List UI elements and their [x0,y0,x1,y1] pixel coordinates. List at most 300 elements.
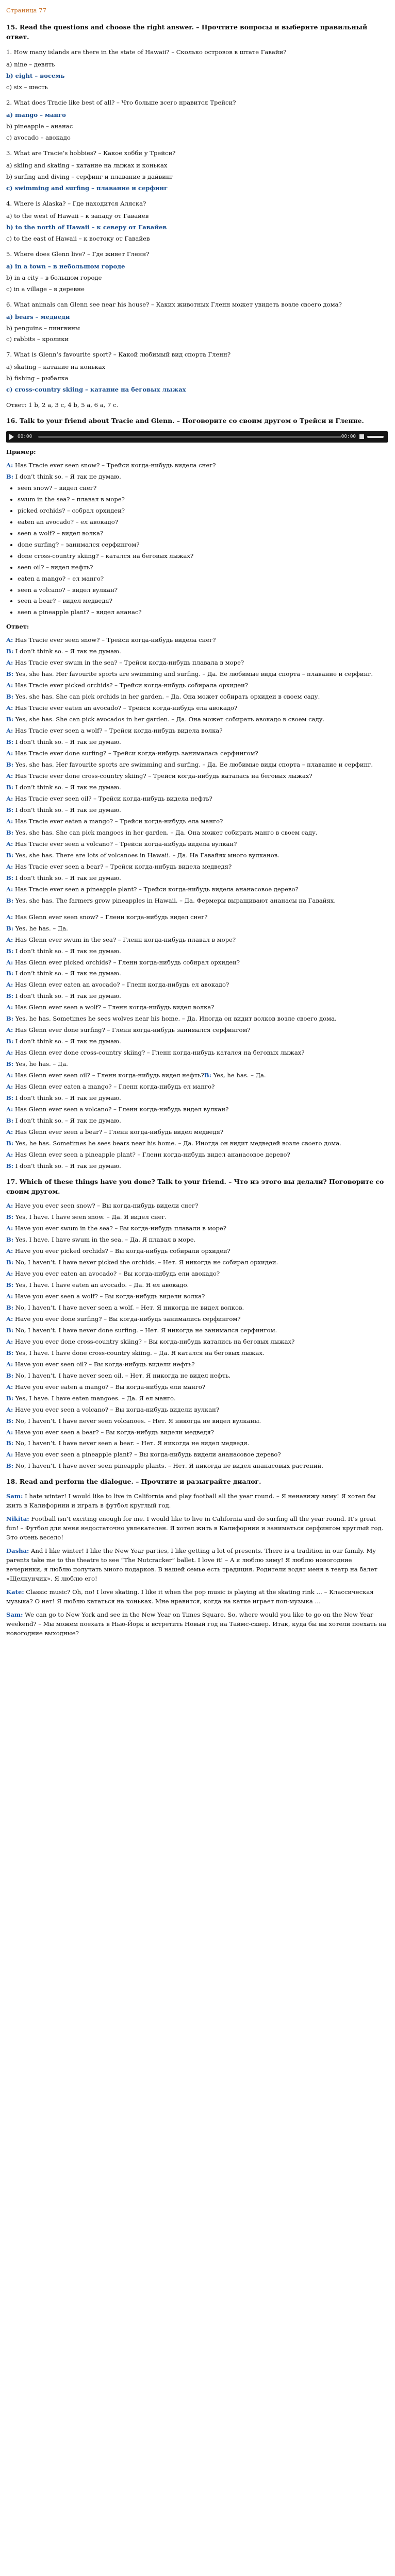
speaker-label: A: [6,1202,13,1210]
speaker-label: B: [6,970,14,977]
exercise-15-answer: Ответ: 1 b, 2 a, 3 c, 4 b, 5 a, 6 a, 7 c. [6,401,119,409]
speaker-label: B: [6,738,14,746]
line-text: No, I haven’t. I have never seen oil. – Нет. Я никогда не видел нефть. [13,1371,231,1379]
answer-option [6,262,388,272]
audio-progress-bar[interactable] [38,436,341,438]
speaker-label: B: [6,1117,14,1125]
line-text: Have you ever done cross-country skiing? – Вы когда-нибудь катались на беговых лыжах? [13,1337,295,1345]
option-text: c) avocado – авокадо [6,133,71,141]
exercise-15-title: 15. Read the questions and choose the right answer. – Прочтите вопросы и выберите правильный ответ. [6,23,368,41]
line-text: We can go to New York and see in the New Year on Times Square. So, where would you like to go on the New Year weekend? – Мы можем поехать в Нью-Йорк и встретить Новый год на Таймс-сквер. Итак, куда бы вы хотели поехать на новогодние выходные? [6,1611,387,1637]
line-text: Have you ever seen a volcano? – Вы когда-нибудь видели вулкан? [13,1405,220,1413]
line-text: Has Glenn ever swum in the sea? – Гленн когда-нибудь плавал в море? [13,936,236,943]
dialogue-line [6,1428,388,1437]
speaker-label: B: [6,1258,14,1266]
speaker-label: B: [6,1439,14,1447]
line-text: Has Tracie ever seen snow? – Трейси когда-нибудь видела снег? [13,636,216,644]
question-text: 4. Where is Alaska? – Где находится Аляска? [6,199,146,207]
line-text: Has Glenn ever picked orchids? – Гленн когда-нибудь собирал орхидеи? [13,958,240,966]
dialogue-line [6,1258,388,1267]
speaker-label: A: [6,885,13,893]
dialogue-line [6,958,388,968]
answer-option [6,374,388,383]
line-text: Has Glenn ever eaten a mango? – Гленн когда-нибудь ел манго? [13,1083,215,1091]
speaker-label: A: [6,981,13,989]
selected-option-mark: a) [6,111,13,119]
answer-option [6,184,388,193]
speaker-label: A: [6,1026,13,1034]
dialogue-line [6,726,388,736]
speaker-label: Kate: [6,1588,24,1596]
line-text: No, I haven’t. I have never done surfing. – Нет. Я никогда не занимался серфингом. [13,1326,277,1334]
line-text: Has Tracie ever eaten a mango? – Трейси когда-нибудь ела манго? [13,817,223,825]
speaker-label: A: [6,1337,13,1345]
speaker-label: Nikita: [6,1515,29,1522]
line-text: Has Glenn ever seen snow? – Гленн когда-нибудь видел снег? [13,913,208,921]
line-text: Yes, she has. She can pick avocados in her garden. – Да. Она может собирать авокадо в своем саду. [13,716,325,723]
dialogue-line [6,1235,388,1245]
speaker-label: B: [6,924,14,932]
selected-option-text: in a town – в небольшом городе [13,262,125,270]
line-text: I don’t think so. – Я так не думаю. [13,970,121,977]
exercise-16-glenn-dialogue [6,913,388,1171]
dialogue-line [6,760,388,770]
exercise-17-title: 17. Which of these things have you done? Talk to your friend. – Что из этого вы делали? Поговорите со своим другом. [6,1177,384,1195]
word-item: • eaten an avocado? – ел авокадо? [18,518,388,527]
dialogue-line [6,913,388,922]
answer-option [6,313,388,322]
dialogue-line [6,1162,388,1171]
answer-option [6,161,388,171]
line-text: Yes, I have. I have eaten an avocado. – Да. Я ел авокадо. [13,1281,189,1289]
speaker-label: B: [6,1094,14,1102]
dialogue-line [6,936,388,945]
dialogue-line [6,1201,388,1211]
question-text: 6. What animals can Glenn see near his house? – Каких животных Гленн может увидеть возле своего дома? [6,300,342,308]
exercise-16-tracie-dialogue [6,636,388,905]
line-text: Yes, she has. She can pick orchids in her garden. – Да. Она может собирать орхидеи в своем саду. [13,693,320,701]
page-link[interactable]: Страница 77 [6,7,46,14]
speaker-label: A: [6,636,13,644]
speaker-label: A: [6,727,13,735]
speaker-label: A: [6,1128,13,1136]
dialogue-line [6,817,388,826]
speaker-label: B: [6,1326,14,1334]
speaker-label: A: [6,1315,13,1323]
volume-slider[interactable] [367,436,384,438]
speaker-label: B: [6,472,14,480]
speaker-label: A: [6,682,13,689]
speaker-label: A: [6,461,13,469]
dialogue-line [6,980,388,990]
speaker-label: B: [6,1462,14,1470]
option-text: a) nine – девять [6,61,55,69]
line-text: Has Glenn ever seen a pineapple plant? – Гленн когда-нибудь видел ананасовое дерево? [13,1150,290,1158]
dialogue-line [6,1405,388,1415]
dialogue-line [6,472,388,482]
speaker-label: B: [6,1349,14,1357]
speaker-label: B: [6,693,14,701]
option-text: b) in a city – в большом городе [6,274,102,281]
option-text: c) in a village – в деревне [6,285,85,293]
speaker-label: A: [6,817,13,825]
line-text: Yes, I have. I have done cross-country skiing. – Да. Я катался на беговых лыжах. [13,1349,265,1357]
speaker-label: A: [6,1360,13,1368]
line-text: Has Glenn ever eaten an avocado? – Гленн когда-нибудь ел авокадо? [13,981,229,989]
answer-option [6,83,388,92]
audio-elapsed: 00:00 [18,433,32,439]
line-text: Yes, I have. I have eaten mangoes. – Да. Я ел манго. [13,1394,176,1402]
line-text: Yes, he has. Sometimes he sees wolves near his home. – Да. Иногда он видит волков возле своего дома. [13,1015,337,1023]
dialogue-line [6,1292,388,1301]
dialogue-line [6,1450,388,1460]
dialogue-line [6,851,388,860]
answer-option [6,335,388,344]
dialogue-line [6,1349,388,1358]
dialogue-line [6,647,388,656]
line-text: Yes, she has. Her favourite sports are swimming and surfing. – Да. Ее любимые виды спорта – плавание и серфинг. [13,670,373,678]
dialogue-line [6,783,388,792]
exercise-16-word-list [6,484,388,618]
dialogue-line [6,1139,388,1148]
line-text: Has Tracie ever seen oil? – Трейси когда-нибудь видела нефть? [13,794,212,802]
line-text: Has Glenn ever seen a wolf? – Гленн когда-нибудь видел волка? [13,1004,215,1011]
dialogue-line [6,969,388,978]
dialogue-line [6,828,388,838]
dialogue-line [6,1060,388,1069]
answer-option [6,385,388,395]
answer-option [6,234,388,244]
dialogue-line [6,1037,388,1046]
dialogue-line [6,1048,388,1058]
line-text: No, I haven’t. I have never seen pineapple plants. – Нет. Я никогда не видел ананасовых растений. [13,1462,323,1470]
dialogue-line [6,636,388,645]
dialogue-line [6,1269,388,1279]
speaker-label: A: [6,1049,13,1057]
exercise-18-title: 18. Read and perform the dialogue. – Прочтите и разыграйте диалог. [6,1478,261,1486]
dialogue-line [6,772,388,781]
line-text: Have you ever seen a pineapple plant? – Вы когда-нибудь видели ананасовое дерево? [13,1451,281,1459]
dialogue-line [6,1492,388,1511]
exercise-17-dialogue [6,1201,388,1471]
line-text: Have you ever seen a bear? – Вы когда-нибудь видели медведя? [13,1428,215,1436]
line-text: Have you ever picked orchids? – Вы когда-нибудь собирали орхидеи? [13,1247,231,1255]
dialogue-line [6,1417,388,1426]
speaker-label: B: [6,1213,14,1221]
line-text: No, I haven’t. I have never seen a wolf. – Нет. Я никогда не видел волков. [13,1303,244,1311]
speaker-label: A: [6,1405,13,1413]
dialogue-line [6,947,388,956]
selected-option-mark: b) [6,223,13,231]
dialogue-line [6,715,388,724]
dialogue-line [6,670,388,679]
dialogue-line [6,1326,388,1335]
exercise-16-example [6,461,388,482]
line-text: I don’t think so. – Я так не думаю. [13,874,121,882]
line-text: Has Glenn ever done surfing? – Гленн когда-нибудь занимался серфингом? [13,1026,251,1034]
option-text: b) pineapple – ананас [6,123,73,130]
line-text: I don’t think so. – Я так не думаю. [13,1038,121,1045]
option-text: c) to the east of Hawaii – к востоку от Гавайев [6,234,150,242]
speaker-label: A: [6,659,13,667]
selected-option-text: to the north of Hawaii – к северу от Гавайев [13,223,167,231]
selected-option-mark: b) [6,72,13,80]
line-text: Yes, she has. She can pick mangoes in her garden. – Да. Она может собирать манго в своем саду. [13,828,318,836]
speaker-label: A: [6,840,13,848]
speaker-label: A: [6,936,13,943]
dialogue-line [6,806,388,815]
selected-option-mark: c) [6,386,13,394]
option-text: a) skiing and skating – катание на лыжах и коньках [6,161,168,169]
speaker-label: B: [6,1162,14,1170]
dialogue-line [6,862,388,872]
line-text: I don’t think so. – Я так не думаю. [13,738,121,746]
line-text: No, I haven’t. I have never picked the orchids. – Нет. Я никогда не собирал орхидеи. [13,1258,278,1266]
line-text: Have you ever seen oil? – Вы когда-нибудь видели нефть? [13,1360,195,1368]
speaker-label: B: [6,648,14,655]
dialogue-line [6,992,388,1001]
line-text: Has Tracie ever done cross-country skiing? – Трейси когда-нибудь каталась на беговых лыжах? [13,772,312,780]
dialogue-line [6,1014,388,1024]
line-text: Have you ever seen snow? – Вы когда-нибудь видели снег? [13,1202,199,1210]
speaker-label: A: [6,1150,13,1158]
speaker-label: B: [6,828,14,836]
option-text: a) to the west of Hawaii – к западу от Гавайев [6,212,149,219]
line-text: I don’t think so. – Я так не думаю. [13,783,121,791]
line-text: Has Tracie ever done surfing? – Трейси когда-нибудь занималась серфингом? [13,750,258,757]
dialogue-line [6,1360,388,1369]
dialogue-line [6,658,388,668]
dialogue-line [6,1337,388,1347]
speaker-label: A: [6,704,13,712]
speaker-label: B: [6,761,14,769]
answer-option [6,72,388,81]
line-text: I don’t think so. – Я так не думаю. [13,472,121,480]
speaker-label: B: [6,716,14,723]
dialogue-line [6,681,388,690]
speaker-label: B: [6,1038,14,1045]
line-text: Yes, I have. I have swum in the sea. – Да. Я плавал в море. [13,1236,196,1244]
speaker-label: A: [6,1225,13,1232]
speaker-label: A: [6,1083,13,1091]
line-text: Has Tracie ever eaten an avocado? – Трейси когда-нибудь ела авокадо? [13,704,238,712]
word-item: • seen snow? – видел снег? [18,484,388,493]
dialogue-line [6,1105,388,1114]
speaker-label: B: [6,1371,14,1379]
line-text: I don’t think so. – Я так не думаю. [13,1094,121,1102]
dialogue-line [6,1611,388,1638]
dialogue-line [6,1371,388,1381]
exercise-16-title: 16. Talk to your friend about Tracie and Glenn. – Поговорите со своим другом о Трейси и Гленне. [6,417,364,425]
dialogue-line [6,1383,388,1392]
speaker-label: B: [6,1281,14,1289]
selected-option-mark: a) [6,262,13,270]
word-item: • seen a volcano? – видел вулкан? [18,586,388,595]
dialogue-line [6,840,388,849]
speaker-label: B: [6,1236,14,1244]
dialogue-line [6,896,388,906]
answer-option [6,133,388,143]
dialogue-line [6,1071,388,1080]
line-text: Yes, she has. There are lots of volcanoes in Hawaii. – Да. На Гавайях много вулканов. [13,851,279,859]
speaker-label: B: [6,1140,14,1147]
line-text: Have you ever eaten a mango? – Вы когда-нибудь ели манго? [13,1383,206,1391]
word-item: • swum in the sea? – плавал в море? [18,495,388,504]
line-text: Has Tracie ever seen a volcano? – Трейси когда-нибудь видела вулкан? [13,840,237,848]
selected-option-mark: c) [6,184,13,192]
question-text: 2. What does Tracie like best of all? – Что больше всего нравится Трейси? [6,99,236,107]
dialogue-line [6,924,388,934]
selected-option-text: swimming and surfing – плавание и серфинг [12,184,168,192]
selected-option-text: eight – восемь [13,72,65,80]
selected-option-text: cross-country skiing – катание на беговых лыжах [12,386,186,394]
speaker-label: B: [204,1072,211,1079]
line-text: I hate winter! I would like to live in California and play football all the year round. – Я ненавижу зиму! Я хотел бы жить в Калифорнии и играть в футбол круглый год. [6,1493,376,1509]
line-text: Has Glenn ever seen oil? – Гленн когда-нибудь видел нефть? [13,1072,204,1079]
answer-option [6,223,388,232]
option-text: c) rabbits – кролики [6,335,69,343]
speaker-label: A: [6,913,13,921]
speaker-label: A: [6,1428,13,1436]
dialogue-line [6,1003,388,1012]
dialogue-line [6,1588,388,1606]
speaker-label: Dasha: [6,1547,29,1554]
dialogue-line [6,704,388,713]
line-text: Has Tracie ever seen snow? – Трейси когда-нибудь видела снег? [13,461,216,469]
speaker-label: A: [6,750,13,757]
dialogue-line [6,874,388,883]
line-text: I don’t think so. – Я так не думаю. [13,947,121,955]
line-text: Has Tracie ever seen a pineapple plant? – Трейси когда-нибудь видела ананасовое дерево? [13,885,299,893]
word-item: • seen oil? – видел нефть? [18,563,388,572]
speaker-label: A: [6,862,13,870]
dialogue-line [6,461,388,470]
selected-option-text: mango – манго [13,111,66,119]
dialogue-line [6,1247,388,1256]
word-item: • done cross-country skiing? – катался на беговых лыжах? [18,552,388,561]
question-text: 7. What is Glenn’s favourite sport? – Какой любимый вид спорта Гленн? [6,351,231,359]
line-text: No, I haven’t. I have never seen volcanoes. – Нет. Я никогда не видел вулканы. [13,1417,261,1425]
dialogue-line [6,738,388,747]
dialogue-line [6,794,388,804]
line-text: Classic music? Oh, no! I love skating. I like it when the pop music is playing at the skating rink … – Классическая музыка? О нет! Я люблю кататься на коньках. Мне нравится, когда на катке играет поп-музыка … [6,1588,374,1605]
speaker-label: Sam: [6,1493,23,1500]
volume-icon[interactable] [359,434,364,439]
dialogue-line [6,1082,388,1092]
speaker-label: A: [6,1451,13,1459]
answer-option [6,111,388,120]
selected-option-text: bears – медведи [13,313,70,320]
line-text: And I like winter! I like the New Year parties, I like getting a lot of presents. There is a tradition in our family. My parents take me to the theatre to see “The Nutcracker” ballet. I love it! – А я люблю зиму! Я люблю новогодние вечеринки, я люблю получать много подарков. В нашей семье есть традиция. Родители водят меня в театр на балет «Щелкунчик». Я люблю его! [6,1547,377,1582]
speaker-label: A: [6,1106,13,1113]
dialogue-line [6,1439,388,1448]
exercise-18-dialogue [6,1492,388,1638]
line-text: Yes, I have. I have seen snow. – Да. Я видел снег. [13,1213,167,1221]
line-text: I don’t think so. – Я так не думаю. [13,806,121,814]
speaker-label: A: [6,1383,13,1391]
speaker-label: A: [6,1269,13,1277]
speaker-label: A: [6,958,13,966]
answer-option [6,285,388,294]
speaker-label: B: [6,874,14,882]
dialogue-line [6,749,388,758]
speaker-label: B: [6,947,14,955]
dialogue-line [6,692,388,702]
dialogue-line [6,1462,388,1471]
dialogue-line [6,1547,388,1584]
dialogue-line [6,1094,388,1103]
line-text: Has Tracie ever seen a bear? – Трейси когда-нибудь видела медведя? [13,862,232,870]
play-icon[interactable] [9,434,14,440]
speaker-label: B: [6,1015,14,1023]
answer-option [6,122,388,131]
speaker-label: B: [6,1060,14,1068]
exercise-15-questions [6,48,388,395]
speaker-label: A: [6,794,13,802]
question-text: 1. How many islands are there in the state of Hawaii? – Сколько островов в штате Гавайи? [6,48,287,56]
line-text: Has Tracie ever seen a wolf? – Трейси когда-нибудь видела волка? [13,727,223,735]
example-label: Пример: [6,448,36,455]
word-item: • eaten a mango? – ел манго? [18,574,388,584]
line-text: Yes, she has. The farmers grow pineapples in Hawaii. – Да. Фермеры выращивают ананасы на Гавайях. [13,896,336,904]
line-text: Football isn’t exciting enough for me. I would like to live in California and do surfing all the year round. It’s great fun! – Футбол для меня недостаточно увлекателен. Я хотел жить в Калифорнии и заниматься серфингом круглый год. Это очень весело! [6,1515,384,1541]
line-text: I don’t think so. – Я так не думаю. [13,992,121,1000]
speaker-label: B: [6,851,14,859]
speaker-label: Sam: [6,1611,23,1618]
line-text: I don’t think so. – Я так не думаю. [13,1162,121,1170]
speaker-label: A: [6,1072,13,1079]
line-text: No, I haven’t. I have never seen a bear. – Нет. Я никогда не видел медведя. [13,1439,250,1447]
dialogue-line [6,1213,388,1222]
line-text: Yes, he has. – Да. [211,1072,266,1079]
audio-player[interactable] [6,431,388,443]
line-text: Have you ever seen a wolf? – Вы когда-нибудь видели волка? [13,1292,205,1300]
speaker-label: B: [6,670,14,678]
answer-label: Ответ: [6,623,29,631]
answer-option [6,173,388,182]
dialogue-line [6,1128,388,1137]
option-text: b) penguins – пингвины [6,324,80,332]
speaker-label: A: [6,772,13,780]
line-text: I don’t think so. – Я так не думаю. [13,648,121,655]
line-text: Has Tracie ever picked orchids? – Трейси когда-нибудь собирала орхидеи? [13,682,249,689]
dialogue-line [6,1281,388,1290]
line-text: Yes, he has. – Да. [13,1060,68,1068]
line-text: Yes, he has. – Да. [13,924,68,932]
dialogue-line [6,1315,388,1324]
dialogue-line [6,885,388,894]
line-text: Has Glenn ever seen a volcano? – Гленн когда-нибудь видел вулкан? [13,1106,229,1113]
line-text: Have you ever swum in the sea? – Вы когда-нибудь плавали в море? [13,1225,226,1232]
word-item: • seen a wolf? – видел волка? [18,529,388,538]
line-text: Have you ever eaten an avocado? – Вы когда-нибудь ели авокадо? [13,1269,220,1277]
audio-total: 00:00 [341,433,356,439]
speaker-label: A: [6,1247,13,1255]
option-text: b) surfing and diving – серфинг и плавание в дайвинг [6,173,173,180]
option-text: b) fishing – рыбалка [6,375,69,382]
line-text: Has Glenn ever seen a bear? – Гленн когда-нибудь видел медведя? [13,1128,224,1136]
speaker-label: B: [6,1417,14,1425]
word-item: • picked orchids? – собрал орхидеи? [18,506,388,516]
line-text: Has Tracie ever swum in the sea? – Трейси когда-нибудь плавала в море? [13,659,244,667]
line-text: I don’t think so. – Я так не думаю. [13,1117,121,1125]
dialogue-line [6,1116,388,1126]
dialogue-line [6,1303,388,1313]
dialogue-line [6,1026,388,1035]
line-text: Yes, he has. Sometimes he sees bears near his home. – Да. Иногда он видит медведей возле своего дома. [13,1140,341,1147]
speaker-label: B: [6,1394,14,1402]
selected-option-mark: a) [6,313,13,320]
